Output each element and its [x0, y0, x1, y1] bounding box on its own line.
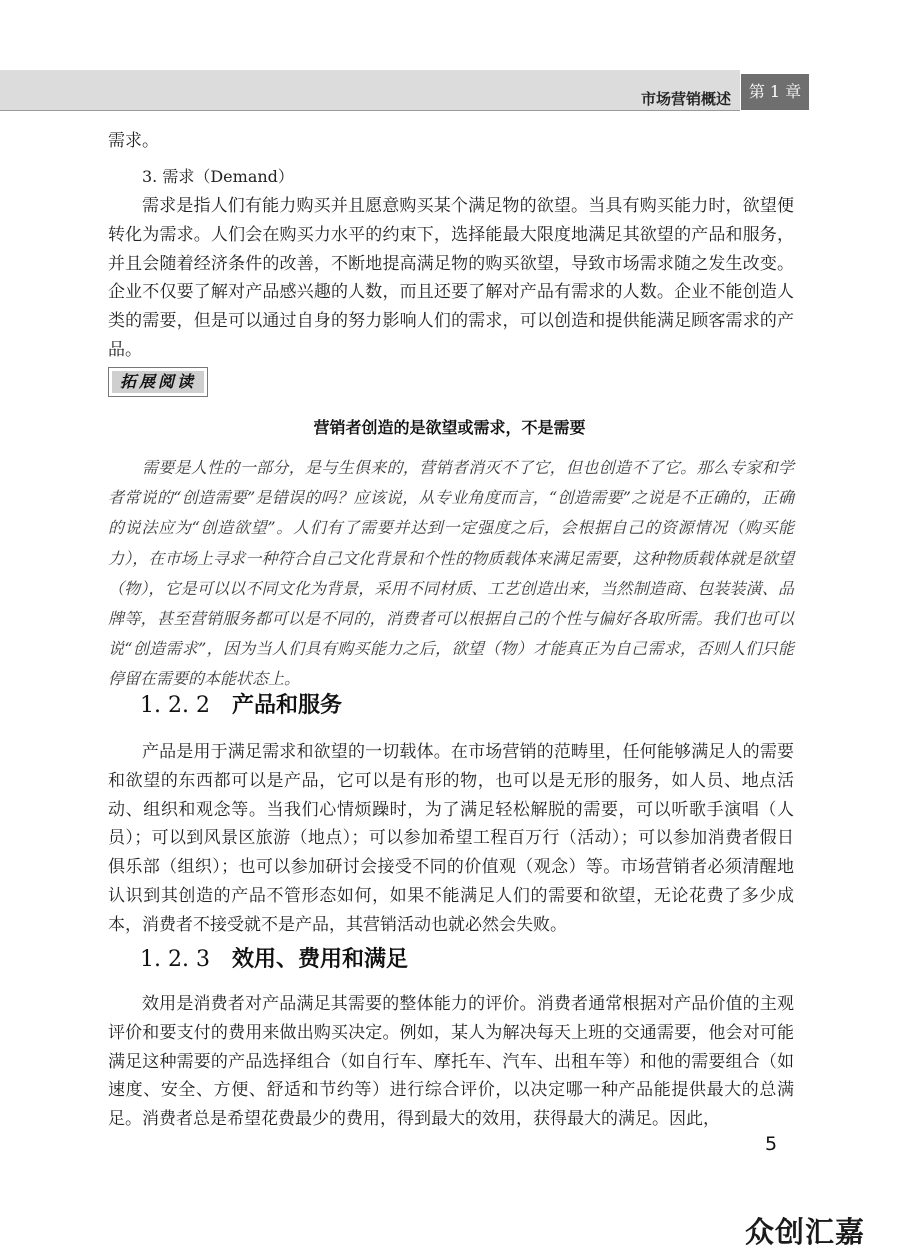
section-1-2-2-paragraph: 产品是用于满足需求和欲望的一切载体。在市场营销的范畴里，任何能够满足人的需要和欲望的东西都可以是产品，它可以是有形的物，也可以是无形的服务，如人员、地点活动、组织和观念等。当我们心情烦躁时，为了满足轻松解脱的需要，可以听歌手演唱（人员）；可以到风景区旅游（地点）；可以参加希望工程百万行（活动）；可以参加消费者假日俱乐部（组织）；也可以参加研讨会接受不同的价值观（观念）等。市场营销者必须清醒地认识到其创造的产品不管形态如何，如果不能满足人们的需要和欲望，无论花费了多少成本，消费者不接受就不是产品，其营销活动也就必然会失败。	[108, 742, 794, 935]
demand-paragraph: 需求是指人们有能力购买并且愿意购买某个满足物的欲望。当具有购买能力时，欲望便转化为需求。人们会在购买力水平的约束下，选择能最大限度地满足其欲望的产品和服务，并且会随着经济条件的改善，不断地提高满足物的购买欲望，导致市场需求随之发生改变。企业不仅要了解对产品感兴趣的人数，而且还要了解对产品有需求的人数。企业不能创造人类的需要，但是可以通过自身的努力影响人们的需求，可以创造和提供能满足顾客需求的产品。	[108, 196, 794, 360]
header-section-title: 市场营销概述	[640, 90, 731, 108]
section-number: 1. 2. 2	[140, 693, 210, 718]
header-chapter-label: 第 1 章	[741, 74, 809, 110]
watermark-logo: 众创汇嘉	[745, 1215, 866, 1249]
section-heading-1-2-2	[140, 688, 342, 719]
header-band	[0, 70, 740, 111]
extended-reading-title: 营销者创造的是欲望或需求，不是需要	[313, 418, 586, 437]
extended-reading-tag	[108, 367, 208, 397]
section-1-2-3-paragraph: 效用是消费者对产品满足其需要的整体能力的评价。消费者通常根据对产品价值的主观评价和要支付的费用来做出购买决定。例如，某人为解决每天上班的交通需要，他会对可能满足这种需要的产品选择组合（如自行车、摩托车、汽车、出租车等）和他的需要组合（如速度、安全、方便、舒适和节约等）进行综合评价，以决定哪一种产品能提供最大的总满足。消费者总是希望花费最少的费用，得到最大的效用，获得最大的满足。因此，	[108, 994, 794, 1130]
extended-reading-text: 需要是人性的一部分，是与生俱来的，营销者消灭不了它，但也创造不了它。那么专家和学者常说的“创造需要”是错误的吗？应该说，从专业角度而言，“创造需要”之说是不正确的，正确的说法应为“创造欲望”。人们有了需要并达到一定强度之后，会根据自己的资源情况（购买能力），在市场上寻求一种符合自己文化背景和个性的物质载体来满足需要，这种物质载体就是欲望（物），它是可以以不同文化为背景，采用不同材质、工艺创造出来，当然制造商、包装装潢、品牌等，甚至营销服务都可以是不同的，消费者可以根据自己的个性与偏好各取所需。我们也可以说“创造需求”，因为当人们具有购买能力之后，欲望（物）才能真正为自己需求，否则人们只能停留在需要的本能状态上。	[108, 458, 794, 689]
section-heading-1-2-3	[140, 942, 408, 973]
subheading-demand: 3. 需求（Demand）	[142, 167, 294, 186]
section-number: 1. 2. 3	[140, 947, 210, 972]
section-title: 效用、费用和满足	[231, 946, 408, 972]
section-title: 产品和服务	[231, 692, 342, 718]
running-header	[0, 70, 899, 114]
page-number: 5	[765, 1133, 778, 1155]
carry-over-text: 需求。	[108, 131, 159, 151]
extended-reading-tag-label: 拓展阅读	[119, 372, 196, 391]
